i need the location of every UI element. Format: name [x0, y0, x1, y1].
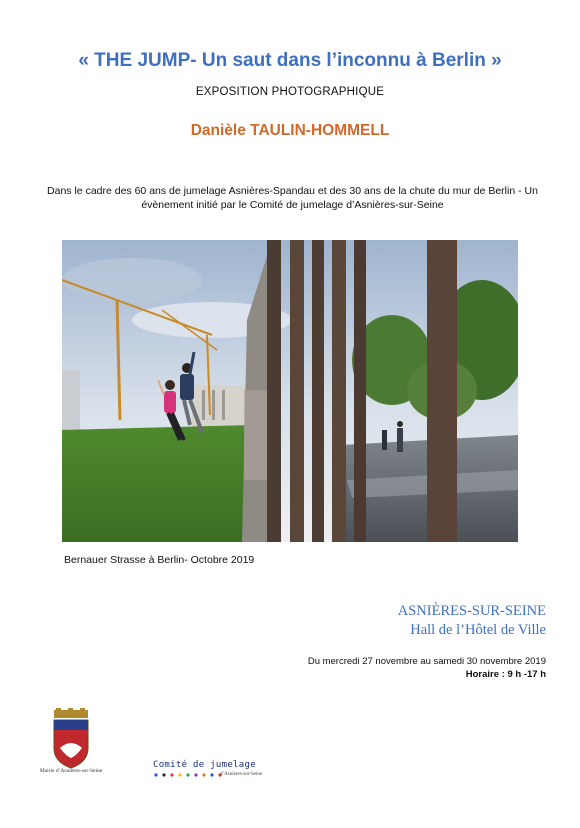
venue-place: Hall de l’Hôtel de Ville [410, 622, 546, 638]
photo-caption: Bernauer Strasse à Berlin- Octobre 2019 [64, 554, 255, 566]
berlin-wall-photo [62, 240, 518, 542]
comite-subtitle: d’Asnières-sur-Seine [220, 772, 263, 777]
opening-hours: Horaire : 9 h -17 h [465, 669, 546, 680]
poster-title: « THE JUMP- Un saut dans l’inconnu à Berlin » [78, 50, 502, 71]
mairie-label: Mairie d’Asnières-sur-Seine [39, 768, 103, 774]
exhibition-dates: Du mercredi 27 novembre au samedi 30 novembre 2019 [307, 656, 546, 667]
exhibition-subtitle: EXPOSITION PHOTOGRAPHIQUE [195, 86, 385, 98]
venue-block [398, 602, 546, 640]
dates-block [308, 655, 546, 681]
author-name: Danièle TAULIN-HOMMELL [190, 122, 390, 139]
event-context-text: Dans le cadre des 60 ans de jumelage Asnières-Spandau et des 30 ans de la chute du mur de Berlin - Un évènement initié par le Comité de jumelage d’Asnières-sur-Seine [47, 185, 538, 211]
venue-city: ASNIÈRES-SUR-SEINE [397, 603, 546, 619]
comite-title: Comité de jumelage [153, 760, 256, 770]
